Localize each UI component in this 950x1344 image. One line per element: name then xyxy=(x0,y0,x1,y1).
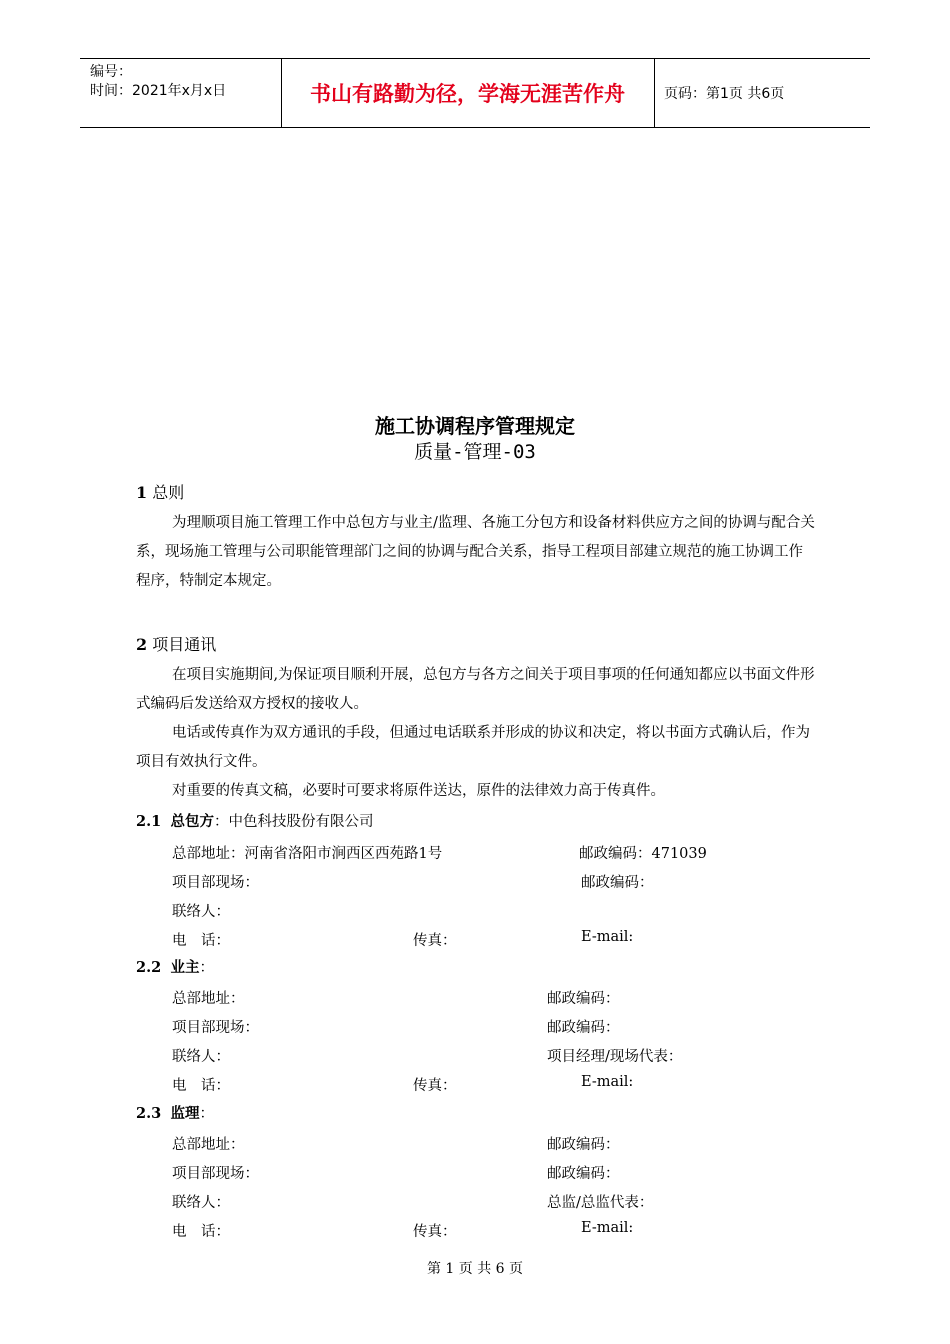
section-1-title: 总则 xyxy=(152,483,185,502)
section-1-heading xyxy=(136,480,184,503)
header-page-number: 页码：第1页 共6页 xyxy=(664,86,785,102)
subsection-2-3-value: ： xyxy=(199,1106,214,1122)
supervisor-tel: 电 话： xyxy=(172,1224,230,1240)
subsection-2-1-heading xyxy=(136,810,373,831)
header-meta-cell xyxy=(80,59,282,127)
owner-tel: 电 话： xyxy=(172,1078,230,1094)
contractor-fax: 传真： xyxy=(413,933,457,949)
owner-site-zip: 邮政编码： xyxy=(547,1020,620,1036)
contractor-zip: 邮政编码：471039 xyxy=(579,846,707,862)
subsection-2-2-heading xyxy=(136,956,214,977)
contractor-site: 项目部现场： xyxy=(172,875,259,891)
owner-address: 总部地址： xyxy=(172,991,245,1007)
supervisor-representative: 总监/总监代表： xyxy=(547,1195,654,1211)
subsection-2-2-number: 2.2 xyxy=(136,959,162,976)
document-title: 施工协调程序管理规定 xyxy=(375,414,575,438)
owner-zip: 邮政编码： xyxy=(547,991,620,1007)
contractor-contact: 联络人： xyxy=(172,904,230,920)
owner-site: 项目部现场： xyxy=(172,1020,259,1036)
supervisor-site-zip: 邮政编码： xyxy=(547,1166,620,1182)
supervisor-address: 总部地址： xyxy=(172,1137,245,1153)
subsection-2-1-value: ：中色科技股份有限公司 xyxy=(213,814,374,830)
section-2-paragraph-1: 在项目实施期间,为保证项目顺利开展，总包方与各方之间关于项目事项的任何通知都应以书面文件形式编码后发送给双方授权的接收人。 xyxy=(136,667,815,712)
page-header xyxy=(80,58,870,128)
section-1-number: 1 xyxy=(136,483,148,502)
section-2-heading xyxy=(136,632,216,655)
owner-fax: 传真： xyxy=(413,1078,457,1094)
contractor-email: E-mail: xyxy=(581,929,634,945)
section-2-number: 2 xyxy=(136,635,148,654)
doc-number-label: 编号： xyxy=(90,64,132,80)
supervisor-contact: 联络人： xyxy=(172,1195,230,1211)
contractor-address: 总部地址：河南省洛阳市涧西区西苑路1号 xyxy=(172,846,443,862)
supervisor-fax: 传真： xyxy=(413,1224,457,1240)
owner-representative: 项目经理/现场代表： xyxy=(547,1049,683,1065)
doc-date-label: 时间：2021年x月x日 xyxy=(90,83,227,99)
header-motto: 书山有路勤为径，学海无涯苦作舟 xyxy=(281,59,655,127)
subsection-2-3-number: 2.3 xyxy=(136,1105,162,1122)
subsection-2-2-label: 业主 xyxy=(170,959,200,976)
supervisor-zip: 邮政编码： xyxy=(547,1137,620,1153)
contractor-tel: 电 话： xyxy=(172,933,230,949)
owner-contact: 联络人： xyxy=(172,1049,230,1065)
owner-email: E-mail: xyxy=(581,1074,634,1090)
section-2-title: 项目通讯 xyxy=(152,635,217,654)
subsection-2-3-label: 监理 xyxy=(170,1105,200,1122)
section-2-paragraph-2: 电话或传真作为双方通讯的手段，但通过电话联系并形成的协议和决定，将以书面方式确认后，作为项目有效执行文件。 xyxy=(136,725,810,770)
supervisor-site: 项目部现场： xyxy=(172,1166,259,1182)
contractor-site-zip: 邮政编码： xyxy=(581,875,654,891)
subsection-2-1-label: 总包方 xyxy=(170,813,214,830)
section-1-paragraph: 为理顺项目施工管理工作中总包方与业主/监理、各施工分包方和设备材料供应方之间的协调与配合关系，现场施工管理与公司职能管理部门之间的协调与配合关系，指导工程项目部建立规范的施工协调工作程序，特制定本规定。 xyxy=(136,515,815,589)
document-code: 质量-管理-03 xyxy=(414,441,536,463)
subsection-2-2-value: ： xyxy=(199,960,214,976)
page-footer: 第 1 页 共 6 页 xyxy=(426,1261,524,1277)
section-2-paragraph-3: 对重要的传真文稿，必要时可要求将原件送达，原件的法律效力高于传真件。 xyxy=(172,783,665,799)
supervisor-email: E-mail: xyxy=(581,1220,634,1236)
subsection-2-3-heading xyxy=(136,1102,214,1123)
subsection-2-1-number: 2.1 xyxy=(136,813,162,830)
